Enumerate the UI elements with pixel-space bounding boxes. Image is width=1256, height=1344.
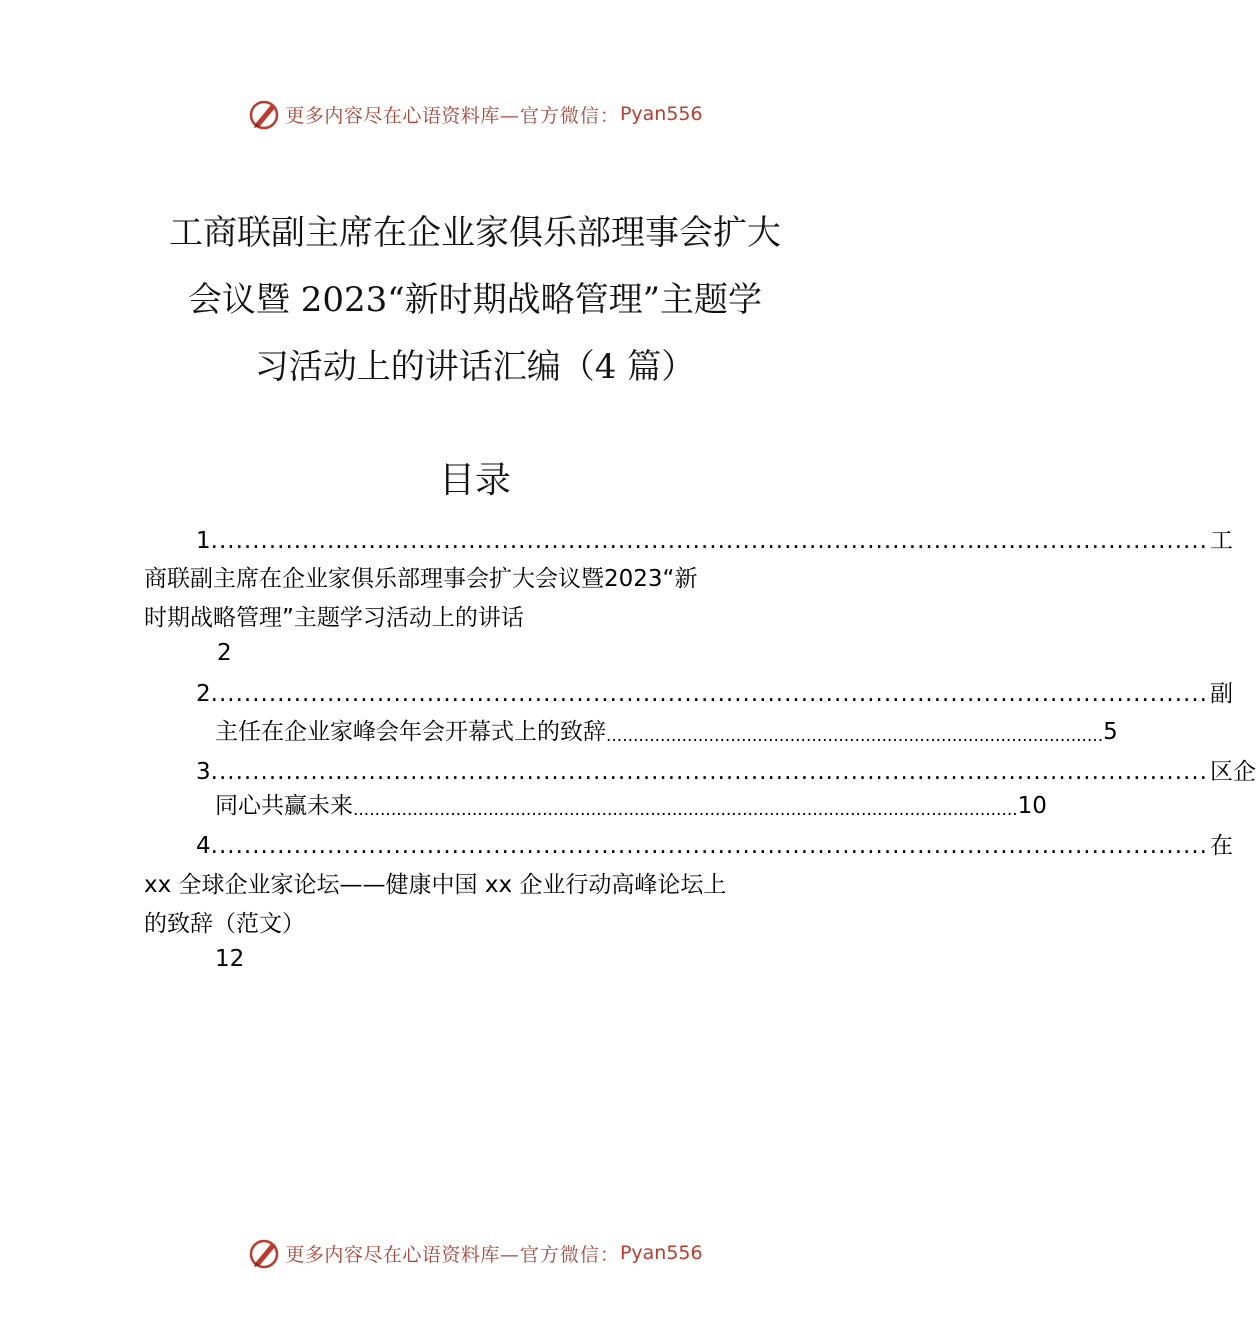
- toc-entry-4-number: 4: [196, 833, 211, 859]
- watermark-id: Pyan556: [619, 103, 703, 125]
- toc-entry-1-leader: ........................................................................................................................: [210, 528, 1208, 554]
- toc-entry-4-link[interactable]: [196, 831, 1233, 861]
- toc-entry-3-title: 同心共赢未来: [215, 793, 353, 819]
- toc-heading: 目录: [438, 460, 511, 501]
- toc-entry-3-page: 10: [1017, 793, 1047, 819]
- toc-entry-1-lead-end: 工: [1209, 528, 1233, 554]
- toc-entry-1-text-line-3[interactable]: 时期战略管理”主题学习活动上的讲话: [144, 605, 524, 631]
- watermark-sub-text: —官方微信：: [499, 104, 620, 127]
- toc-entry-2-title: 主任在企业家峰会年会开幕式上的致辞: [215, 719, 606, 745]
- watermark-id: Pyan556: [619, 1242, 703, 1264]
- toc-entry-2-number: 2: [196, 681, 211, 707]
- watermark-main-text: 更多内容尽在心语资料库: [285, 1243, 500, 1266]
- watermark-header: [0, 94, 950, 134]
- toc-entry-4-leader: ........................................................................................................................: [210, 833, 1208, 859]
- toc-entry-1-number: 1: [196, 528, 211, 554]
- toc-entry-3-page-leader: ...........................................................................................................................: [353, 800, 1018, 820]
- toc-entry-1-page[interactable]: 2: [217, 640, 232, 666]
- toc-entry-2-leader: ........................................................................................................................: [210, 681, 1208, 707]
- toc-entry-3-leader: ........................................................................................................................: [210, 759, 1208, 785]
- toc-entry-1-link[interactable]: [196, 526, 1233, 556]
- title-line-3: 习活动上的讲话汇编（4 篇）: [254, 347, 696, 387]
- toc-entry-2-page-leader: ............................................................................................: [606, 726, 1104, 746]
- toc-entry-4-page[interactable]: 12: [215, 946, 245, 972]
- toc-entry-4-text-line-3[interactable]: 的致辞（范文）: [144, 911, 305, 937]
- toc-entry-3-lead-end: 区企: [1209, 759, 1256, 785]
- toc-entry-2-text-line[interactable]: [215, 717, 1118, 751]
- pen-logo-icon: [247, 1236, 281, 1270]
- toc-entry-4-text-line-2[interactable]: xx 全球企业家论坛——健康中国 xx 企业行动高峰论坛上: [144, 872, 727, 898]
- watermark-main-text: 更多内容尽在心语资料库: [285, 104, 500, 127]
- watermark-footer: [0, 1233, 950, 1273]
- toc-entry-4-lead-end: 在: [1209, 833, 1233, 859]
- title-line-2: 会议暨 2023“新时期战略管理”主题学: [187, 280, 763, 320]
- toc-entry-2-page: 5: [1103, 719, 1118, 745]
- document-title: [0, 200, 950, 401]
- toc-entry-1-text-line-2[interactable]: 商联副主席在企业家俱乐部理事会扩大会议暨2023“新: [144, 566, 698, 592]
- toc-entry-3-text-line[interactable]: [215, 791, 1047, 825]
- toc-entry-3-link[interactable]: [196, 757, 1256, 787]
- pen-logo-icon: [247, 97, 281, 131]
- title-line-1: 工商联副主席在企业家俱乐部理事会扩大: [169, 213, 781, 253]
- toc-entry-3-number: 3: [196, 759, 211, 785]
- watermark-sub-text: —官方微信：: [499, 1243, 620, 1266]
- toc-entry-2-lead-end: 副: [1209, 681, 1233, 707]
- toc-entry-2-link[interactable]: [196, 679, 1233, 709]
